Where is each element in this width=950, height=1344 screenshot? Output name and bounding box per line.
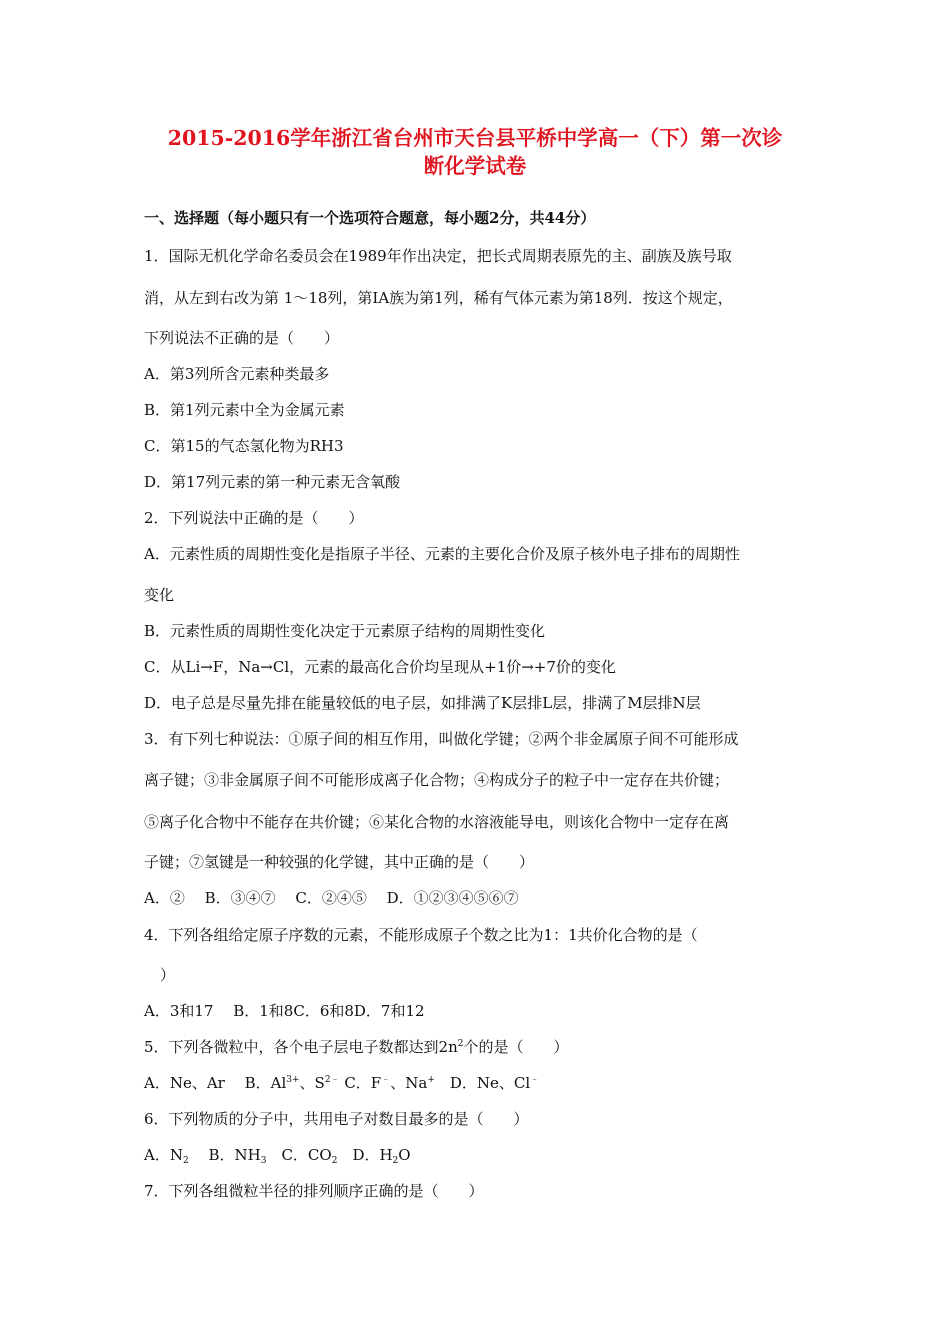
q6-option-d-tail: O (398, 1146, 411, 1164)
q6-option-d-subscript: 2 (392, 1156, 399, 1166)
q3-options: A．② B．③④⑦ C．②④⑤ D．①②③④⑤⑥⑦ (144, 889, 519, 907)
q3-stem-line-4: 子键；⑦氢键是一种较强的化学键，其中正确的是（ ） (144, 853, 535, 871)
q2-option-c: C．从Li→F，Na→Cl，元素的最高化合价均呈现从+1价→+7价的变化 (144, 658, 616, 676)
exam-title-line-2: 断化学试卷 (423, 154, 527, 178)
q2-option-a-line-1: A．元素性质的周期性变化是指原子半径、元素的主要化合价及原子核外电子排布的周期性 (144, 545, 740, 563)
q7-stem: 7．下列各组微粒半径的排列顺序正确的是（ ） (144, 1182, 484, 1200)
q5-option-b: B．Al (244, 1074, 287, 1092)
q5-stem-tail: 个的是（ ） (463, 1038, 569, 1056)
q6-stem: 6．下列物质的分子中，共用电子对数目最多的是（ ） (144, 1110, 529, 1128)
q4-stem-line-1: 4．下列各组给定原子序数的元素，不能形成原子个数之比为1：1共价化合物的是（ (144, 926, 698, 944)
q4-options: A．3和17 B．1和8C．6和8D．7和12 (144, 1002, 425, 1020)
q2-option-d: D．电子总是尽量先排在能量较低的电子层，如排满了K层排L层，排满了M层排N层 (144, 694, 701, 712)
q5-stem-superscript: 2 (457, 1039, 464, 1049)
q1-option-c: C．第15的气态氢化物为RH3 (144, 437, 344, 455)
q1-option-b: B．第1列元素中全为金属元素 (144, 401, 345, 419)
q6-option-b-subscript: 3 (260, 1156, 267, 1166)
q5-options (144, 1073, 539, 1093)
q6-option-c: C．CO (266, 1146, 332, 1164)
q6-option-a-subscript: 2 (182, 1156, 189, 1166)
q6-option-a: A．N (144, 1146, 183, 1164)
q1-stem-line-3: 下列说法不正确的是（ ） (144, 329, 340, 347)
q5-option-c-mid: 、Na (390, 1074, 428, 1092)
q5-option-b-mid: 、S (299, 1074, 325, 1092)
q1-option-a: A．第3列所含元素种类最多 (144, 365, 330, 383)
q5-option-b-charge-2: 2﹣ (324, 1075, 340, 1085)
q6-option-d: D．H (337, 1146, 393, 1164)
q5-option-d: D．Ne、Cl (434, 1074, 531, 1092)
q5-option-c-charge-1: ﹣ (381, 1075, 391, 1085)
q1-option-d: D．第17列元素的第一种元素无含氧酸 (144, 473, 401, 491)
q6-option-b: B．NH (188, 1146, 261, 1164)
q5-option-a: A．Ne、Ar (144, 1074, 245, 1092)
q3-stem-line-2: 离子键；③非金属原子间不可能形成离子化合物；④构成分子的粒子中一定存在共价键； (144, 771, 730, 789)
q6-options (144, 1145, 411, 1165)
q5-option-b-charge-1: 3+ (286, 1075, 300, 1085)
q2-stem: 2．下列说法中正确的是（ ） (144, 509, 364, 527)
q6-option-c-subscript: 2 (331, 1156, 338, 1166)
q1-stem-line-1: 1．国际无机化学命名委员会在1989年作出决定，把长式周期表原先的主、副族及族号取 (144, 247, 732, 265)
q5-option-d-charge: ﹣ (530, 1075, 540, 1085)
section-heading: 一、选择题（每小题只有一个选项符合题意，每小题2分，共44分） (144, 209, 596, 227)
q5-stem-text: 5．下列各微粒中，各个电子层电子数都达到2n (144, 1038, 458, 1056)
q5-stem (144, 1037, 569, 1057)
exam-title-line-1: 2015-2016学年浙江省台州市天台县平桥中学高一（下）第一次诊 (167, 126, 783, 150)
q2-option-a-line-2: 变化 (144, 586, 175, 604)
q3-stem-line-3: ⑤离子化合物中不能存在共价键；⑥某化合物的水溶液能导电，则该化合物中一定存在离 (144, 813, 730, 831)
q3-stem-line-1: 3．有下列七种说法：①原子间的相互作用，叫做化学键；②两个非金属原子间不可能形成 (144, 730, 739, 748)
q5-option-c-charge-2: + (427, 1075, 435, 1085)
q4-stem-line-2: ） (160, 966, 176, 984)
q1-stem-line-2: 消，从左到右改为第 1～18列，第ⅠA族为第1列，稀有气体元素为第18列．按这个规定， (144, 289, 733, 307)
q5-option-c: C．F (339, 1074, 382, 1092)
q2-option-b: B．元素性质的周期性变化决定于元素原子结构的周期性变化 (144, 622, 546, 640)
